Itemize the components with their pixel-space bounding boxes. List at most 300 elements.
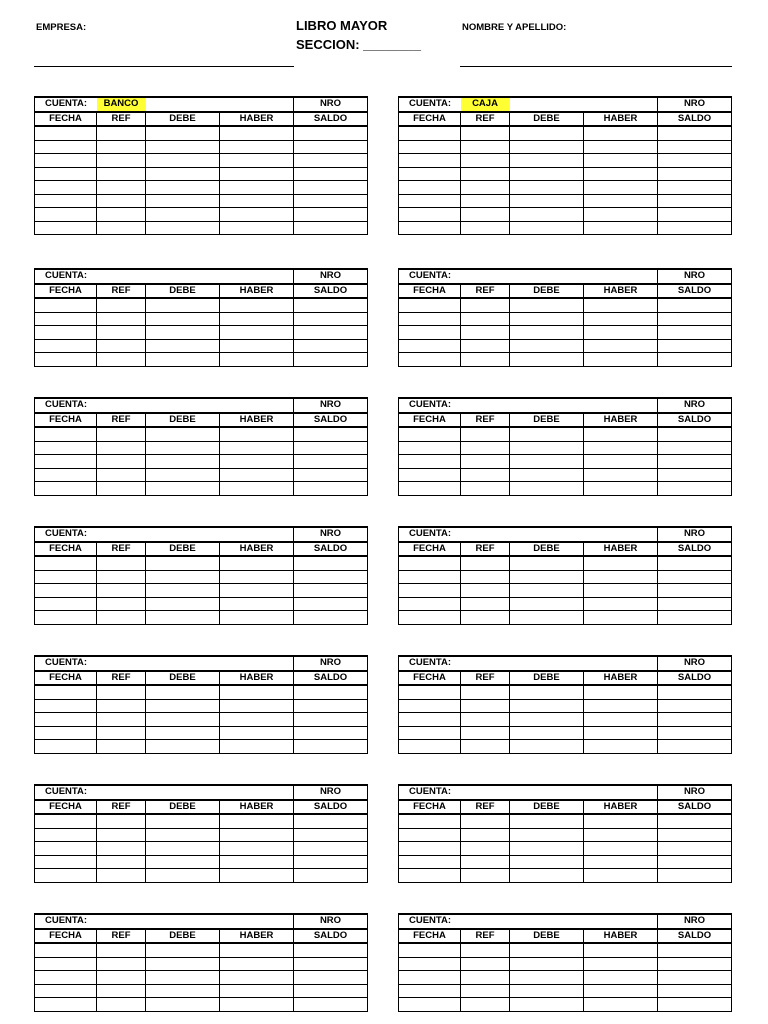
account-name-field[interactable]: BANCO [97,97,146,112]
entry-cell-fecha[interactable] [35,441,97,455]
entry-cell-fecha[interactable] [399,611,461,625]
entry-cell-haber[interactable] [584,181,658,195]
entry-cell-saldo[interactable] [294,194,368,208]
entry-cell-debe[interactable] [510,482,584,496]
entry-cell-haber[interactable] [220,685,294,699]
entry-cell-saldo[interactable] [294,957,368,971]
entry-cell-haber[interactable] [220,984,294,998]
entry-cell-debe[interactable] [510,685,584,699]
entry-cell-fecha[interactable] [35,998,97,1012]
entry-cell-fecha[interactable] [35,570,97,584]
entry-cell-ref[interactable] [97,726,146,740]
entry-cell-debe[interactable] [146,570,220,584]
entry-cell-saldo[interactable] [658,154,732,168]
entry-cell-haber[interactable] [584,699,658,713]
entry-cell-ref[interactable] [461,814,510,828]
entry-cell-haber[interactable] [584,998,658,1012]
entry-cell-haber[interactable] [220,181,294,195]
entry-cell-saldo[interactable] [658,726,732,740]
entry-cell-fecha[interactable] [399,427,461,441]
entry-cell-fecha[interactable] [35,468,97,482]
entry-cell-debe[interactable] [146,842,220,856]
account-name-field[interactable] [461,914,510,929]
entry-cell-saldo[interactable] [294,869,368,883]
entry-cell-saldo[interactable] [294,842,368,856]
entry-cell-ref[interactable] [97,154,146,168]
entry-cell-saldo[interactable] [658,998,732,1012]
entry-cell-fecha[interactable] [35,353,97,367]
entry-cell-haber[interactable] [584,971,658,985]
account-name-field[interactable] [461,398,510,413]
entry-cell-haber[interactable] [584,353,658,367]
entry-cell-ref[interactable] [97,126,146,140]
entry-cell-haber[interactable] [220,154,294,168]
entry-cell-haber[interactable] [584,984,658,998]
entry-cell-ref[interactable] [97,584,146,598]
entry-cell-ref[interactable] [461,597,510,611]
entry-cell-debe[interactable] [146,957,220,971]
entry-cell-fecha[interactable] [399,971,461,985]
entry-cell-ref[interactable] [97,298,146,312]
entry-cell-haber[interactable] [220,971,294,985]
entry-cell-saldo[interactable] [658,194,732,208]
account-name-field[interactable] [461,656,510,671]
entry-cell-debe[interactable] [146,971,220,985]
entry-cell-saldo[interactable] [294,298,368,312]
entry-cell-fecha[interactable] [35,957,97,971]
entry-cell-fecha[interactable] [399,984,461,998]
entry-cell-ref[interactable] [97,984,146,998]
entry-cell-ref[interactable] [461,298,510,312]
entry-cell-saldo[interactable] [294,828,368,842]
entry-cell-saldo[interactable] [294,468,368,482]
entry-cell-ref[interactable] [461,685,510,699]
entry-cell-saldo[interactable] [658,221,732,235]
entry-cell-saldo[interactable] [658,455,732,469]
entry-cell-saldo[interactable] [658,699,732,713]
entry-cell-fecha[interactable] [35,814,97,828]
entry-cell-haber[interactable] [220,998,294,1012]
entry-cell-saldo[interactable] [658,482,732,496]
entry-cell-saldo[interactable] [294,584,368,598]
entry-cell-haber[interactable] [220,740,294,754]
entry-cell-fecha[interactable] [399,455,461,469]
entry-cell-saldo[interactable] [658,181,732,195]
entry-cell-debe[interactable] [146,154,220,168]
entry-cell-fecha[interactable] [399,353,461,367]
entry-cell-haber[interactable] [220,353,294,367]
entry-cell-debe[interactable] [146,699,220,713]
entry-cell-debe[interactable] [510,842,584,856]
entry-cell-haber[interactable] [584,194,658,208]
entry-cell-debe[interactable] [146,298,220,312]
entry-cell-debe[interactable] [146,584,220,598]
entry-cell-fecha[interactable] [35,167,97,181]
entry-cell-fecha[interactable] [35,194,97,208]
entry-cell-saldo[interactable] [294,455,368,469]
entry-cell-fecha[interactable] [35,126,97,140]
entry-cell-saldo[interactable] [294,726,368,740]
entry-cell-ref[interactable] [461,353,510,367]
entry-cell-saldo[interactable] [658,957,732,971]
entry-cell-ref[interactable] [97,597,146,611]
entry-cell-debe[interactable] [146,611,220,625]
entry-cell-saldo[interactable] [658,427,732,441]
entry-cell-debe[interactable] [510,869,584,883]
entry-cell-debe[interactable] [510,597,584,611]
entry-cell-fecha[interactable] [35,326,97,340]
entry-cell-saldo[interactable] [294,154,368,168]
entry-cell-haber[interactable] [584,685,658,699]
entry-cell-saldo[interactable] [294,181,368,195]
entry-cell-saldo[interactable] [294,984,368,998]
entry-cell-debe[interactable] [146,339,220,353]
entry-cell-debe[interactable] [510,326,584,340]
entry-cell-fecha[interactable] [35,713,97,727]
entry-cell-haber[interactable] [220,167,294,181]
entry-cell-ref[interactable] [97,842,146,856]
entry-cell-debe[interactable] [510,140,584,154]
entry-cell-ref[interactable] [461,154,510,168]
entry-cell-haber[interactable] [220,140,294,154]
entry-cell-saldo[interactable] [658,855,732,869]
entry-cell-fecha[interactable] [35,455,97,469]
entry-cell-fecha[interactable] [399,167,461,181]
entry-cell-fecha[interactable] [399,584,461,598]
entry-cell-debe[interactable] [510,312,584,326]
entry-cell-debe[interactable] [146,869,220,883]
account-name-field[interactable] [97,914,146,929]
entry-cell-debe[interactable] [510,208,584,222]
entry-cell-haber[interactable] [584,208,658,222]
entry-cell-haber[interactable] [584,828,658,842]
entry-cell-fecha[interactable] [399,468,461,482]
entry-cell-saldo[interactable] [294,427,368,441]
entry-cell-saldo[interactable] [294,699,368,713]
entry-cell-ref[interactable] [97,556,146,570]
entry-cell-debe[interactable] [510,468,584,482]
entry-cell-haber[interactable] [584,126,658,140]
entry-cell-haber[interactable] [220,468,294,482]
entry-cell-haber[interactable] [584,957,658,971]
entry-cell-debe[interactable] [146,126,220,140]
entry-cell-debe[interactable] [510,740,584,754]
entry-cell-haber[interactable] [220,482,294,496]
entry-cell-ref[interactable] [461,869,510,883]
entry-cell-fecha[interactable] [35,943,97,957]
entry-cell-saldo[interactable] [658,312,732,326]
entry-cell-debe[interactable] [146,441,220,455]
entry-cell-ref[interactable] [461,468,510,482]
entry-cell-fecha[interactable] [399,298,461,312]
entry-cell-saldo[interactable] [294,597,368,611]
entry-cell-saldo[interactable] [658,441,732,455]
entry-cell-saldo[interactable] [294,221,368,235]
entry-cell-saldo[interactable] [294,482,368,496]
entry-cell-haber[interactable] [220,597,294,611]
entry-cell-saldo[interactable] [294,971,368,985]
entry-cell-haber[interactable] [584,855,658,869]
entry-cell-debe[interactable] [146,167,220,181]
entry-cell-haber[interactable] [220,869,294,883]
entry-cell-debe[interactable] [146,855,220,869]
entry-cell-ref[interactable] [97,855,146,869]
entry-cell-saldo[interactable] [658,208,732,222]
entry-cell-ref[interactable] [461,140,510,154]
entry-cell-haber[interactable] [220,326,294,340]
entry-cell-saldo[interactable] [294,943,368,957]
entry-cell-saldo[interactable] [658,828,732,842]
entry-cell-haber[interactable] [220,208,294,222]
entry-cell-saldo[interactable] [294,140,368,154]
entry-cell-fecha[interactable] [399,154,461,168]
entry-cell-saldo[interactable] [294,126,368,140]
entry-cell-haber[interactable] [584,611,658,625]
entry-cell-ref[interactable] [461,221,510,235]
entry-cell-fecha[interactable] [399,726,461,740]
entry-cell-haber[interactable] [220,943,294,957]
entry-cell-saldo[interactable] [294,339,368,353]
entry-cell-ref[interactable] [461,943,510,957]
entry-cell-saldo[interactable] [658,126,732,140]
entry-cell-saldo[interactable] [658,740,732,754]
entry-cell-ref[interactable] [97,740,146,754]
entry-cell-debe[interactable] [510,556,584,570]
entry-cell-haber[interactable] [584,814,658,828]
entry-cell-haber[interactable] [220,194,294,208]
entry-cell-ref[interactable] [461,312,510,326]
entry-cell-debe[interactable] [510,584,584,598]
entry-cell-saldo[interactable] [294,713,368,727]
account-name-field[interactable] [97,269,146,284]
entry-cell-fecha[interactable] [35,699,97,713]
entry-cell-fecha[interactable] [399,482,461,496]
entry-cell-ref[interactable] [461,984,510,998]
entry-cell-ref[interactable] [461,482,510,496]
entry-cell-saldo[interactable] [658,339,732,353]
entry-cell-ref[interactable] [97,181,146,195]
entry-cell-fecha[interactable] [35,828,97,842]
entry-cell-ref[interactable] [97,468,146,482]
entry-cell-ref[interactable] [461,971,510,985]
entry-cell-saldo[interactable] [658,353,732,367]
entry-cell-ref[interactable] [97,699,146,713]
entry-cell-saldo[interactable] [294,855,368,869]
entry-cell-saldo[interactable] [294,441,368,455]
entry-cell-ref[interactable] [461,556,510,570]
entry-cell-ref[interactable] [97,570,146,584]
entry-cell-haber[interactable] [220,713,294,727]
account-name-field[interactable] [461,527,510,542]
account-name-field[interactable] [461,785,510,800]
entry-cell-debe[interactable] [510,455,584,469]
entry-cell-haber[interactable] [220,455,294,469]
entry-cell-haber[interactable] [584,943,658,957]
entry-cell-fecha[interactable] [35,140,97,154]
entry-cell-haber[interactable] [220,427,294,441]
entry-cell-ref[interactable] [97,685,146,699]
entry-cell-debe[interactable] [510,221,584,235]
entry-cell-haber[interactable] [584,167,658,181]
entry-cell-saldo[interactable] [294,326,368,340]
entry-cell-ref[interactable] [461,441,510,455]
account-name-field[interactable] [97,398,146,413]
entry-cell-debe[interactable] [510,194,584,208]
entry-cell-ref[interactable] [97,167,146,181]
entry-cell-fecha[interactable] [35,611,97,625]
entry-cell-saldo[interactable] [658,298,732,312]
entry-cell-debe[interactable] [146,597,220,611]
entry-cell-fecha[interactable] [35,482,97,496]
entry-cell-ref[interactable] [461,842,510,856]
entry-cell-haber[interactable] [584,556,658,570]
entry-cell-ref[interactable] [97,140,146,154]
entry-cell-ref[interactable] [97,353,146,367]
entry-cell-debe[interactable] [510,713,584,727]
entry-cell-haber[interactable] [584,570,658,584]
entry-cell-debe[interactable] [510,814,584,828]
entry-cell-haber[interactable] [584,869,658,883]
account-name-field[interactable] [97,656,146,671]
entry-cell-ref[interactable] [97,971,146,985]
entry-cell-fecha[interactable] [35,842,97,856]
entry-cell-haber[interactable] [584,740,658,754]
entry-cell-debe[interactable] [510,167,584,181]
entry-cell-haber[interactable] [584,221,658,235]
entry-cell-fecha[interactable] [399,869,461,883]
entry-cell-ref[interactable] [461,584,510,598]
entry-cell-saldo[interactable] [294,685,368,699]
entry-cell-ref[interactable] [97,828,146,842]
entry-cell-debe[interactable] [510,855,584,869]
entry-cell-ref[interactable] [97,441,146,455]
entry-cell-haber[interactable] [220,570,294,584]
entry-cell-ref[interactable] [97,455,146,469]
entry-cell-ref[interactable] [97,713,146,727]
entry-cell-haber[interactable] [220,814,294,828]
entry-cell-fecha[interactable] [399,685,461,699]
entry-cell-haber[interactable] [220,611,294,625]
entry-cell-fecha[interactable] [35,221,97,235]
entry-cell-debe[interactable] [510,943,584,957]
entry-cell-haber[interactable] [220,339,294,353]
entry-cell-saldo[interactable] [658,584,732,598]
entry-cell-debe[interactable] [146,468,220,482]
entry-cell-saldo[interactable] [658,713,732,727]
entry-cell-debe[interactable] [146,814,220,828]
entry-cell-saldo[interactable] [294,611,368,625]
entry-cell-fecha[interactable] [399,126,461,140]
entry-cell-debe[interactable] [146,312,220,326]
account-name-field[interactable] [461,269,510,284]
entry-cell-debe[interactable] [146,984,220,998]
entry-cell-saldo[interactable] [658,869,732,883]
entry-cell-fecha[interactable] [35,869,97,883]
entry-cell-saldo[interactable] [658,556,732,570]
entry-cell-saldo[interactable] [294,998,368,1012]
entry-cell-debe[interactable] [510,570,584,584]
entry-cell-debe[interactable] [146,726,220,740]
entry-cell-fecha[interactable] [35,181,97,195]
entry-cell-fecha[interactable] [399,597,461,611]
entry-cell-debe[interactable] [510,984,584,998]
entry-cell-debe[interactable] [510,427,584,441]
entry-cell-haber[interactable] [220,312,294,326]
entry-cell-debe[interactable] [146,943,220,957]
entry-cell-saldo[interactable] [658,570,732,584]
entry-cell-ref[interactable] [97,427,146,441]
entry-cell-fecha[interactable] [399,140,461,154]
entry-cell-fecha[interactable] [399,943,461,957]
entry-cell-haber[interactable] [220,126,294,140]
entry-cell-debe[interactable] [510,126,584,140]
entry-cell-fecha[interactable] [35,726,97,740]
entry-cell-haber[interactable] [220,957,294,971]
entry-cell-haber[interactable] [584,339,658,353]
entry-cell-fecha[interactable] [399,699,461,713]
entry-cell-haber[interactable] [584,312,658,326]
entry-cell-haber[interactable] [220,221,294,235]
entry-cell-haber[interactable] [584,597,658,611]
entry-cell-fecha[interactable] [35,984,97,998]
entry-cell-debe[interactable] [510,181,584,195]
entry-cell-saldo[interactable] [658,167,732,181]
entry-cell-haber[interactable] [220,556,294,570]
entry-cell-ref[interactable] [461,611,510,625]
entry-cell-fecha[interactable] [399,814,461,828]
entry-cell-ref[interactable] [97,943,146,957]
entry-cell-debe[interactable] [510,726,584,740]
entry-cell-saldo[interactable] [658,685,732,699]
entry-cell-ref[interactable] [461,855,510,869]
entry-cell-haber[interactable] [584,468,658,482]
entry-cell-fecha[interactable] [35,685,97,699]
entry-cell-debe[interactable] [510,353,584,367]
entry-cell-saldo[interactable] [658,611,732,625]
entry-cell-fecha[interactable] [399,181,461,195]
entry-cell-haber[interactable] [584,726,658,740]
entry-cell-haber[interactable] [584,455,658,469]
entry-cell-debe[interactable] [146,828,220,842]
entry-cell-ref[interactable] [97,208,146,222]
entry-cell-saldo[interactable] [294,312,368,326]
entry-cell-fecha[interactable] [35,971,97,985]
entry-cell-saldo[interactable] [294,814,368,828]
entry-cell-debe[interactable] [510,828,584,842]
entry-cell-fecha[interactable] [399,828,461,842]
entry-cell-debe[interactable] [146,326,220,340]
entry-cell-fecha[interactable] [35,597,97,611]
entry-cell-ref[interactable] [461,194,510,208]
entry-cell-debe[interactable] [146,140,220,154]
entry-cell-fecha[interactable] [35,298,97,312]
entry-cell-haber[interactable] [584,427,658,441]
entry-cell-ref[interactable] [97,869,146,883]
entry-cell-haber[interactable] [584,326,658,340]
entry-cell-fecha[interactable] [399,957,461,971]
entry-cell-fecha[interactable] [399,740,461,754]
entry-cell-ref[interactable] [97,611,146,625]
entry-cell-saldo[interactable] [658,814,732,828]
entry-cell-ref[interactable] [461,957,510,971]
entry-cell-saldo[interactable] [658,597,732,611]
entry-cell-debe[interactable] [510,971,584,985]
entry-cell-ref[interactable] [97,312,146,326]
entry-cell-fecha[interactable] [399,339,461,353]
entry-cell-debe[interactable] [146,208,220,222]
entry-cell-ref[interactable] [461,208,510,222]
entry-cell-debe[interactable] [146,221,220,235]
